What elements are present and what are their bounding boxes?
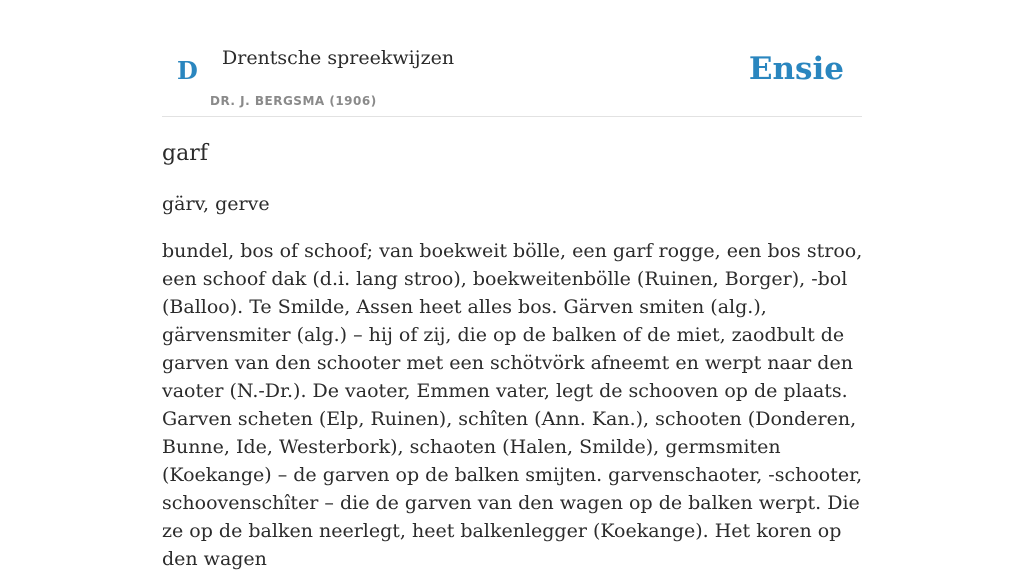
book-author: DR. J. BERGSMA (1906): [210, 94, 377, 108]
entry-definition: bundel, bos of schoof; van boekweit bölle, een garf rogge, een bos stroo, een schoof dak (d.i. lang stroo), boekweitenbölle (Ruinen, Borger), -bol (Balloo). Te Smilde, Assen heet alles bos. Gärven smiten (alg.), gärvensmiter (alg.) – hij of zij, die op de balken of de miet, zaodbult de garven van den schooter met een schötvörk afneemt en werpt naar den vaoter (N.-Dr.). De vaoter, Emmen vater, legt de schooven op de plaats. Garven scheten (Elp, Ruinen), schîten (Ann. Kan.), schooten (Donderen, Bunne, Ide, Westerbork), schaoten (Halen, Smilde), germsmiten (Koekange) – de garven op de balken smijten. garvenschaoter, -schooter, schoovenschîter – die de garven van den wagen op de balken werpt. Die ze op de balken neerlegt, heet balkenlegger (Koekange). Het koren op den wagen: [162, 240, 863, 570]
book-title[interactable]: Drentsche spreekwijzen: [222, 47, 455, 69]
entry-variants: gärv, gerve: [162, 193, 270, 215]
entry-content: [162, 138, 864, 573]
page-header: [162, 0, 862, 117]
entry-headword: garf: [162, 141, 208, 166]
letter-badge[interactable]: D: [177, 56, 198, 85]
ensie-logo[interactable]: Ensie: [748, 51, 844, 87]
